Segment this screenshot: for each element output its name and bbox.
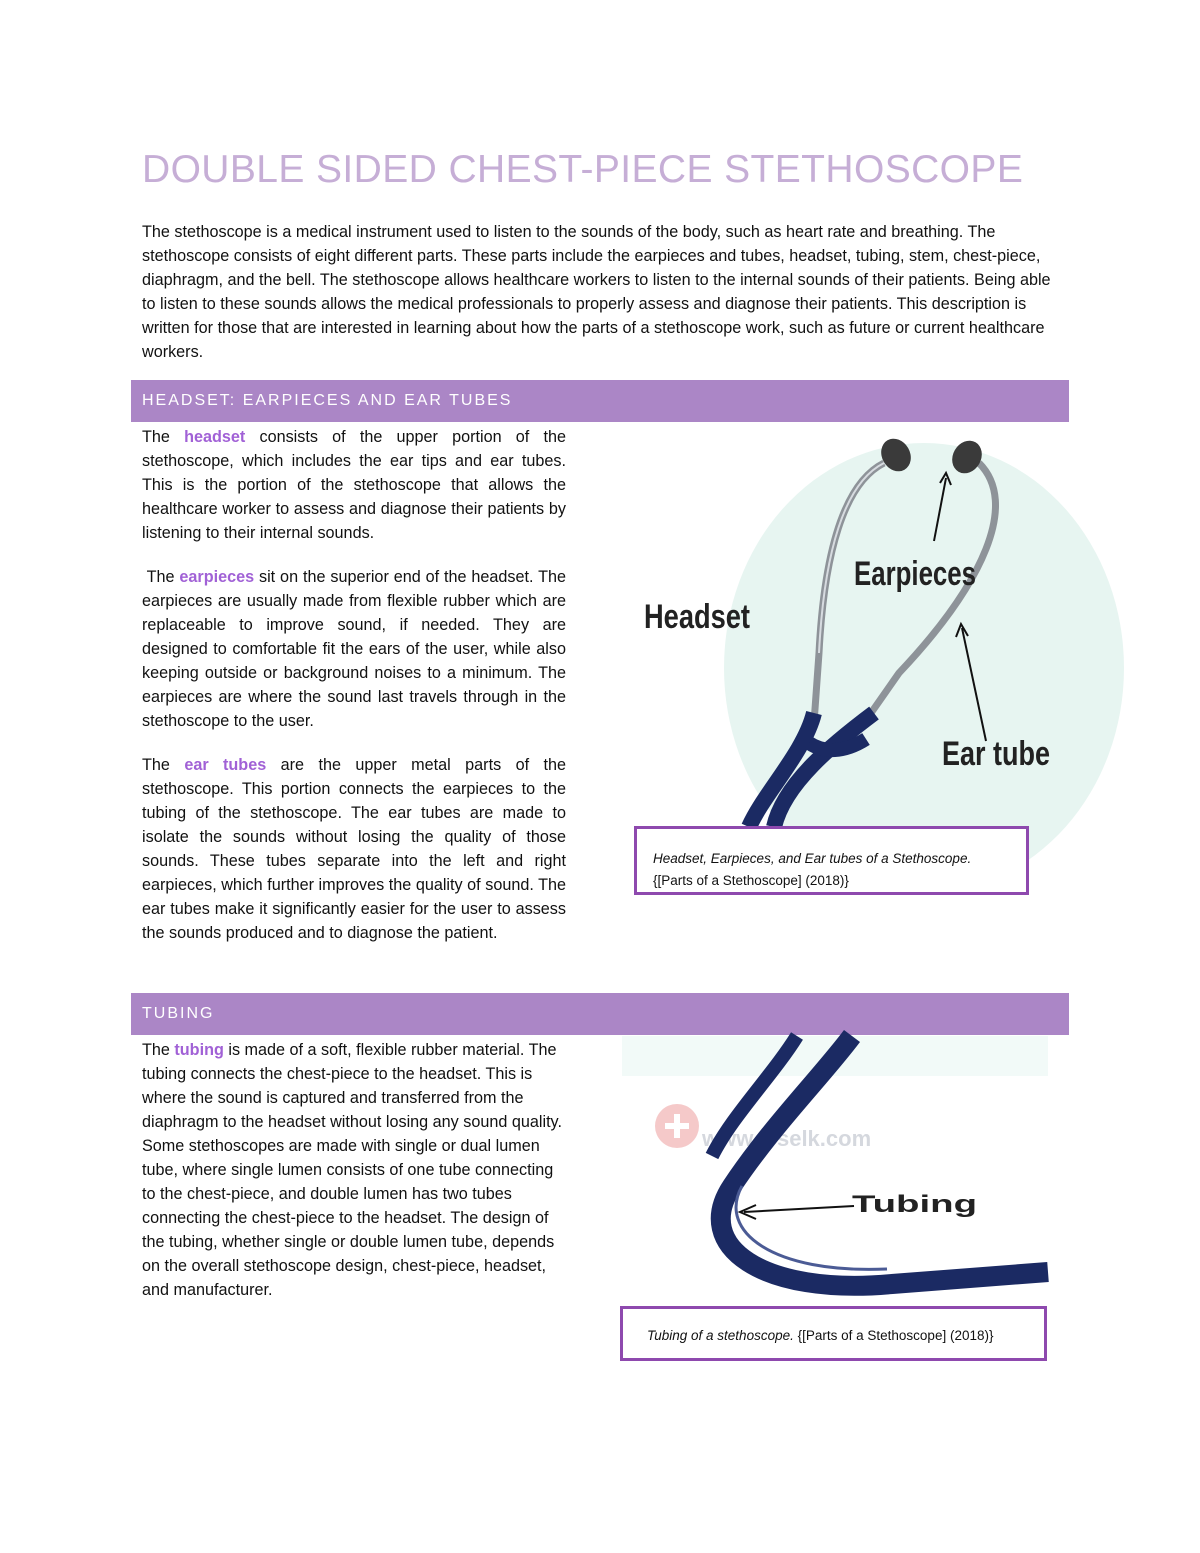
earpieces-paragraph — [142, 565, 566, 733]
text-run: The — [142, 568, 180, 586]
caption-title: Headset, Earpieces, and Ear tubes of a Stethoscope. — [653, 851, 972, 866]
term-tubing: tubing — [174, 1041, 224, 1059]
term-headset: headset — [184, 428, 246, 446]
tubing-text-column — [142, 1038, 566, 1302]
ear-tubes-paragraph — [142, 753, 566, 945]
tubing-figure — [622, 1036, 1048, 1308]
headset-paragraph — [142, 425, 566, 545]
tubing-caption — [620, 1306, 1047, 1361]
text-run: consists of the upper portion of the stethoscope, which includes the ear tips and ear tubes. This is the portion of the stethoscope that allows the healthcare worker to assess and diagnose their patients by listening to their internal sounds. — [142, 428, 566, 542]
label-headset: Headset — [644, 598, 750, 636]
caption-citation: {[Parts of a Stethoscope] (2018)} — [653, 873, 849, 888]
watermark-text: www. selk.com — [702, 1126, 872, 1151]
intro-paragraph: The stethoscope is a medical instrument used to listen to the sounds of the body, such as heart rate and breathing. The stethoscope consists of eight different parts. These parts include the earpieces and tubes, headset, tubing, stem, chest-piece, diaphragm, and the bell. The stethoscope allows healthcare workers to listen to the internal sounds of their patients. Being able to listen to these sounds allows the medical professionals to properly assess and diagnose their patients. This description is written for those that are interested in learning about how the parts of a stethoscope work, such as future or current healthcare workers. — [142, 223, 1051, 361]
text-run: The — [142, 1041, 175, 1059]
text-run: The — [142, 428, 185, 446]
headset-illustration — [634, 423, 1060, 827]
label-earpieces: Earpieces — [854, 555, 976, 593]
section-heading-tubing: TUBING — [131, 993, 1069, 1035]
section-heading-headset: HEADSET: EARPIECES AND EAR TUBES — [131, 380, 1069, 422]
label-tubing: Tubing — [852, 1191, 977, 1218]
arrow-tubing — [744, 1206, 854, 1212]
label-ear-tube: Ear tube — [942, 735, 1050, 773]
term-ear-tubes: ear tubes — [184, 756, 267, 774]
tubing-illustration — [622, 1036, 1048, 1308]
term-earpieces: earpieces — [179, 568, 255, 586]
text-run: are the upper metal parts of the stethoscope. This portion connects the earpieces to the tubing of the stethoscope. The ear tubes are made to isolate the sounds without losing the quality of those sounds. These tubes separate into the left and right earpieces, which further improves the quality of sound. The ear tubes make it significantly easier for the user to assess the sounds produced and to diagnose the patient. — [142, 756, 566, 942]
headset-text-column — [142, 425, 566, 945]
caption-title: Tubing of a stethoscope. — [647, 1328, 794, 1343]
page-title: DOUBLE SIDED CHEST-PIECE STETHOSCOPE — [142, 148, 1024, 191]
caption-citation: {[Parts of a Stethoscope] (2018)} — [793, 1328, 994, 1343]
headset-caption — [634, 826, 1029, 895]
text-run: The — [142, 756, 185, 774]
tubing-paragraph — [142, 1038, 566, 1302]
text-run: sit on the superior end of the headset. The earpieces are usually made from flexible rubber which are replaceable to improve sound, if needed. They are designed to comfortable fit the ears of the user, while also keeping outside or background noises to a minimum. The earpieces are where the sound last travels through in the stethoscope to the user. — [142, 568, 566, 730]
headset-figure — [634, 423, 1060, 827]
text-run: is made of a soft, flexible rubber material. The tubing connects the chest-piece to the headset. This is where the sound is captured and transferred from the diaphragm to the headset without losing any sound quality. Some stethoscopes are made with single or dual lumen tube, where single lumen consists of one tube connecting to the chest-piece, and double lumen has two tubes connecting the chest-piece to the headset. The design of the tubing, whether single or double lumen tube, depends on the overall stethoscope design, chest-piece, headset, and manufacturer. — [142, 1041, 562, 1299]
